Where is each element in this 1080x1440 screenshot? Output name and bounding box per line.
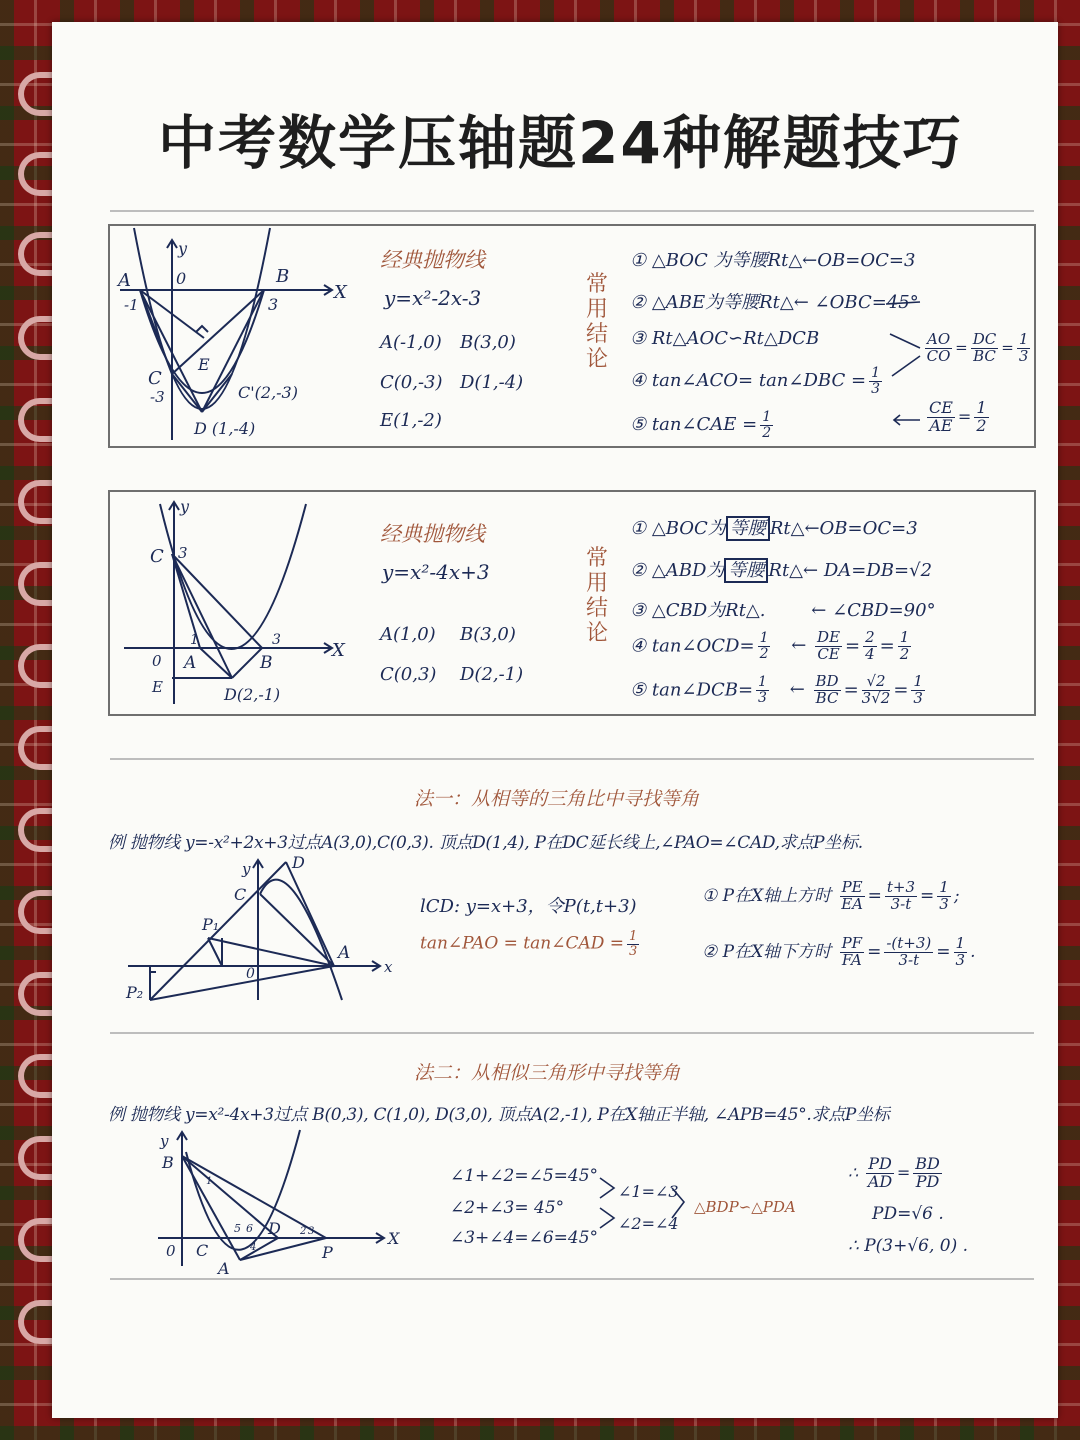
conclusion-item: ① △BOC 为等腰Rt△←OB=OC=3 bbox=[630, 250, 916, 271]
label-D: D bbox=[292, 853, 305, 872]
label-y: y bbox=[160, 1132, 169, 1150]
label-B: B bbox=[162, 1153, 174, 1172]
point-C: C(0,3) bbox=[380, 664, 437, 685]
side-label-common-conclusions: 常 用 结 论 bbox=[585, 546, 608, 646]
conclusion-item: ① △BOC为 等腰 Rt△←OB=OC=3 bbox=[630, 518, 918, 539]
angle-eq-1: ∠1+∠2=∠5=45° bbox=[450, 1166, 599, 1186]
point-C: C(0,-3) bbox=[380, 372, 443, 393]
label-minus1: -1 bbox=[124, 296, 139, 314]
conclusion-item: ③ △CBD为Rt△. ← ∠CBD=90° bbox=[630, 600, 936, 621]
method-2-graph bbox=[110, 1126, 410, 1276]
angle-eq-3: ∠3+∠4=∠6=45° bbox=[450, 1228, 599, 1248]
divider bbox=[110, 1278, 1034, 1280]
section-1-heading: 经典抛物线 bbox=[380, 248, 485, 272]
ratio-note: $\frac{AO}{CO}$ = $\frac{DC}{BC}$ = $\frac{1}{3}$ bbox=[926, 330, 1029, 365]
point-A: A(1,0) bbox=[380, 624, 436, 645]
label-B: B bbox=[260, 653, 273, 673]
section-1-arrows bbox=[880, 300, 940, 430]
conclusion-item: ② △ABE为等腰Rt△← ∠OBC=45° bbox=[630, 292, 919, 313]
conclusion-item: ④ tan∠ACO= tan∠DBC = $\frac{1}{3}$ bbox=[630, 365, 880, 397]
section-2-equation: y=x²-4x+3 bbox=[382, 560, 490, 584]
label-P: P bbox=[322, 1243, 333, 1262]
angle-5: 5 bbox=[234, 1222, 241, 1235]
label-D: D (1,-4) bbox=[194, 419, 256, 438]
similar-triangles: △BDP∽△PDA bbox=[694, 1198, 796, 1216]
label-x: x bbox=[384, 958, 393, 976]
side-label-common-conclusions: 常 用 结 论 bbox=[585, 272, 608, 372]
label-D: D bbox=[268, 1219, 281, 1238]
point-D: D(1,-4) bbox=[460, 372, 524, 393]
ratio-note: $\frac{CE}{AE}$ = $\frac{1}{2}$ bbox=[929, 398, 987, 435]
section-2-heading: 经典抛物线 bbox=[380, 522, 485, 546]
angle-2: 2 bbox=[300, 1226, 307, 1237]
label-A: A bbox=[118, 270, 131, 291]
angle-1: 1 bbox=[206, 1176, 213, 1187]
label-A: A bbox=[338, 943, 351, 963]
method-2-heading: 法二：从相似三角形中寻找等角 bbox=[414, 1062, 681, 1084]
label-A: A bbox=[218, 1259, 230, 1278]
pd-result: PD=√6 . bbox=[872, 1204, 944, 1224]
label-C: C bbox=[234, 885, 247, 904]
angle-6: 6 bbox=[246, 1222, 253, 1235]
equal-angles-1-3: ∠1=∠3 bbox=[618, 1182, 679, 1201]
conclusion-item: ④ tan∠OCD= $\frac{1}{2}$ ← $\frac{DE}{CE}$ = $\frac{2}{4}$ = $\frac{1}{2}$ bbox=[630, 628, 910, 663]
page-title: 中考数学压轴题24种解题技巧 bbox=[158, 109, 963, 177]
label-origin: 0 bbox=[166, 1242, 176, 1260]
parabola-graph-1 bbox=[110, 226, 350, 446]
method-1-problem: 例 抛物线 y=-x²+2x+3过点A(3,0),C(0,3). 顶点D(1,4), P在DC延长线上,∠PAO=∠CAD,求点P坐标. bbox=[108, 833, 863, 853]
parabola-graph-2 bbox=[110, 494, 350, 714]
angle-4: 4 bbox=[250, 1242, 257, 1253]
label-1: 1 bbox=[190, 632, 199, 648]
tan-equality: tan∠PAO = tan∠CAD = $\frac{1}{3}$ bbox=[420, 929, 638, 959]
label-y-axis: y bbox=[178, 239, 188, 258]
label-3-y: 3 bbox=[178, 544, 188, 562]
point-A: A(-1,0) bbox=[380, 332, 442, 353]
label-x-axis: X bbox=[334, 282, 347, 303]
label-x-axis: X bbox=[332, 640, 345, 661]
method-2-problem: 例 抛物线 y=x²-4x+3过点 B(0,3), C(1,0), D(3,0), 顶点A(2,-1), P在X轴正半轴, ∠APB=45°.求点P坐标 bbox=[108, 1105, 890, 1125]
label-C: C bbox=[196, 1241, 209, 1260]
divider bbox=[110, 758, 1034, 760]
conclusion-item: ⑤ tan∠DCB= $\frac{1}{3}$ ← $\frac{BD}{BC}$ = $\frac{√2}{3√2}$ = $\frac{1}{3}$ bbox=[630, 672, 923, 707]
label-C: C bbox=[150, 546, 164, 567]
label-P2: P₂ bbox=[126, 983, 144, 1002]
line-cd-equation: lCD: y=x+3，令P(t,t+3) bbox=[420, 896, 637, 917]
point-E: E(1,-2) bbox=[380, 410, 442, 431]
angle-3: 3 bbox=[308, 1226, 315, 1237]
equal-angles-2-4: ∠2=∠4 bbox=[618, 1214, 679, 1233]
angle-eq-2: ∠2+∠3= 45° bbox=[450, 1198, 565, 1218]
label-origin: 0 bbox=[152, 652, 162, 670]
label-y-axis: y bbox=[180, 497, 190, 516]
label-3: 3 bbox=[268, 295, 279, 314]
label-E: E bbox=[198, 355, 210, 374]
case-below-x-axis: ② P在X轴下方时 $\frac{PF}{FA}$ = $\frac{-(t+3)}{3-t}$ = $\frac{1}{3}$ . bbox=[702, 934, 976, 969]
divider bbox=[110, 210, 1034, 212]
label-D: D(2,-1) bbox=[224, 685, 281, 704]
label-y: y bbox=[242, 860, 251, 878]
conclusion-item: ③ Rt△AOC∽Rt△DCB bbox=[630, 328, 820, 349]
point-D: D(2,-1) bbox=[460, 664, 524, 685]
method-1-graph bbox=[110, 854, 410, 1014]
divider bbox=[110, 1032, 1034, 1034]
label-origin: 0 bbox=[176, 269, 187, 288]
case-above-x-axis: ① P在X轴上方时 $\frac{PE}{EA}$ = $\frac{t+3}{3-t}$ = $\frac{1}{3}$ ; bbox=[702, 878, 960, 913]
label-A: A bbox=[184, 653, 197, 673]
section-1-equation: y=x²-2x-3 bbox=[384, 286, 482, 310]
label-C-prime: C'(2,-3) bbox=[238, 383, 298, 402]
label-B: B bbox=[276, 266, 290, 287]
label-x: X bbox=[388, 1229, 400, 1248]
ratio-result: ∴ $\frac{PD}{AD}$ = $\frac{BD}{PD}$ bbox=[848, 1154, 940, 1191]
point-B: B(3,0) bbox=[460, 332, 516, 353]
label-E: E bbox=[152, 678, 163, 696]
point-B: B(3,0) bbox=[460, 624, 516, 645]
label-C: C bbox=[148, 368, 162, 389]
method-1-heading: 法一：从相等的三角比中寻找等角 bbox=[414, 788, 700, 810]
label-P1: P₁ bbox=[202, 915, 220, 934]
conclusion-item: ② △ABD为 等腰 Rt△← DA=DB=√2 bbox=[630, 560, 933, 581]
conclusion-item: ⑤ tan∠CAE = $\frac{1}{2}$ bbox=[630, 409, 772, 441]
label-minus3: -3 bbox=[150, 388, 165, 406]
p-coordinate-result: ∴ P(3+√6, 0) . bbox=[848, 1236, 969, 1256]
label-3-x: 3 bbox=[272, 632, 281, 648]
label-origin: 0 bbox=[246, 966, 255, 982]
